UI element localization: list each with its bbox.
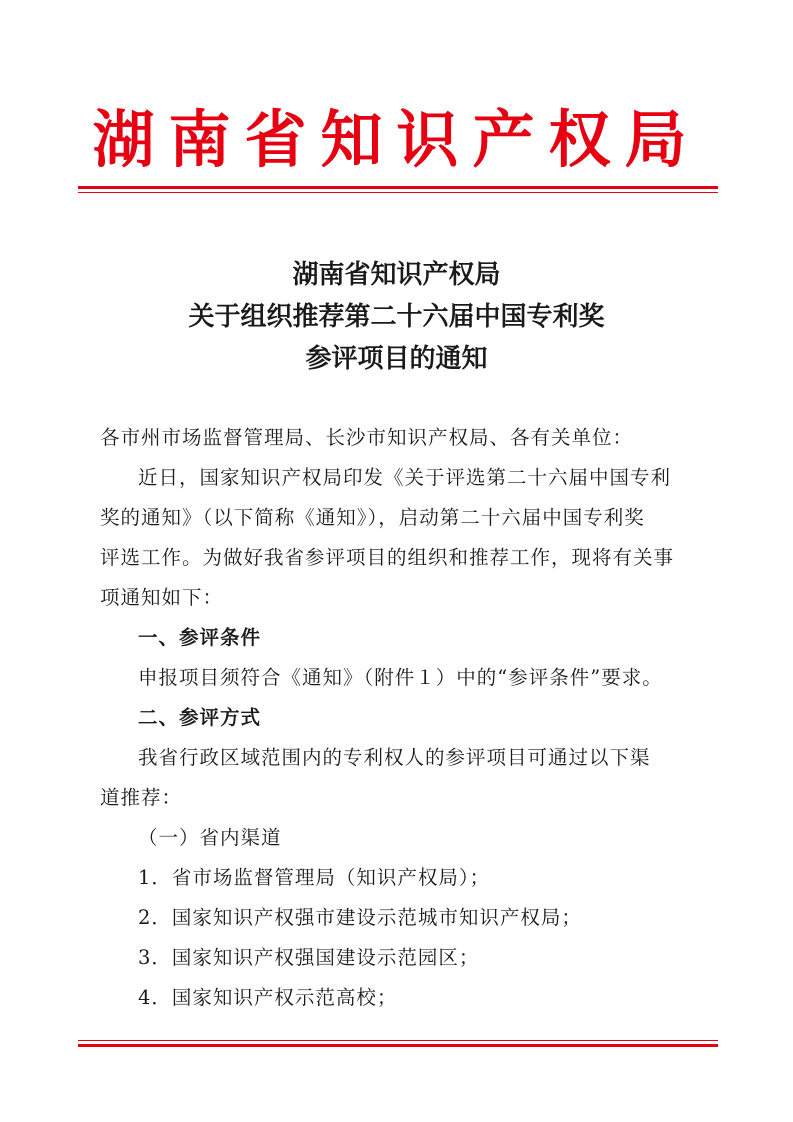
intro-line-2: 奖的通知》（以下简称《通知》），启动第二十六届中国专利奖 [100,506,645,529]
list-item-1: 1．省市场监督管理局（知识产权局）； [138,866,491,889]
document-title-line-3: 参评项目的通知 [305,344,488,374]
footer-rule-thin [78,1040,718,1041]
section2-subheading: （一）省内渠道 [138,826,282,849]
letterhead-rule-thin [78,192,718,193]
section1-body: 申报项目须符合《通知》（附件１）中的“参评条件”要求。 [138,666,663,689]
list-item-3: 3．国家知识产权强国建设示范园区； [138,946,480,969]
intro-line-3: 评选工作。为做好我省参评项目的组织和推荐工作，现将有关事 [100,546,675,569]
letterhead-rule-thick [78,186,718,189]
document-title-line-1: 湖南省知识产权局 [292,260,501,290]
addressee: 各市州市场监督管理局、长沙市知识产权局、各有关单位： [100,426,634,449]
document-title-line-2: 关于组织推荐第二十六届中国专利奖 [188,302,605,332]
section2-heading: 二、参评方式 [138,706,262,729]
intro-line-4: 项通知如下： [100,586,224,609]
list-item-2: 2．国家知识产权强市建设示范城市知识产权局； [138,906,582,929]
footer-rule-thick [78,1044,718,1047]
section2-body-line-2: 道推荐： [100,786,183,809]
letterhead-title: 湖南省知识产权局 [92,103,701,176]
section1-heading: 一、参评条件 [138,626,262,649]
list-item-4: 4．国家知识产权示范高校； [138,986,398,1009]
intro-line-1: 近日，国家知识产权局印发《关于评选第二十六届中国专利 [138,466,672,489]
section2-body-line-1: 我省行政区域范围内的专利权人的参评项目可通过以下渠 [138,746,651,769]
